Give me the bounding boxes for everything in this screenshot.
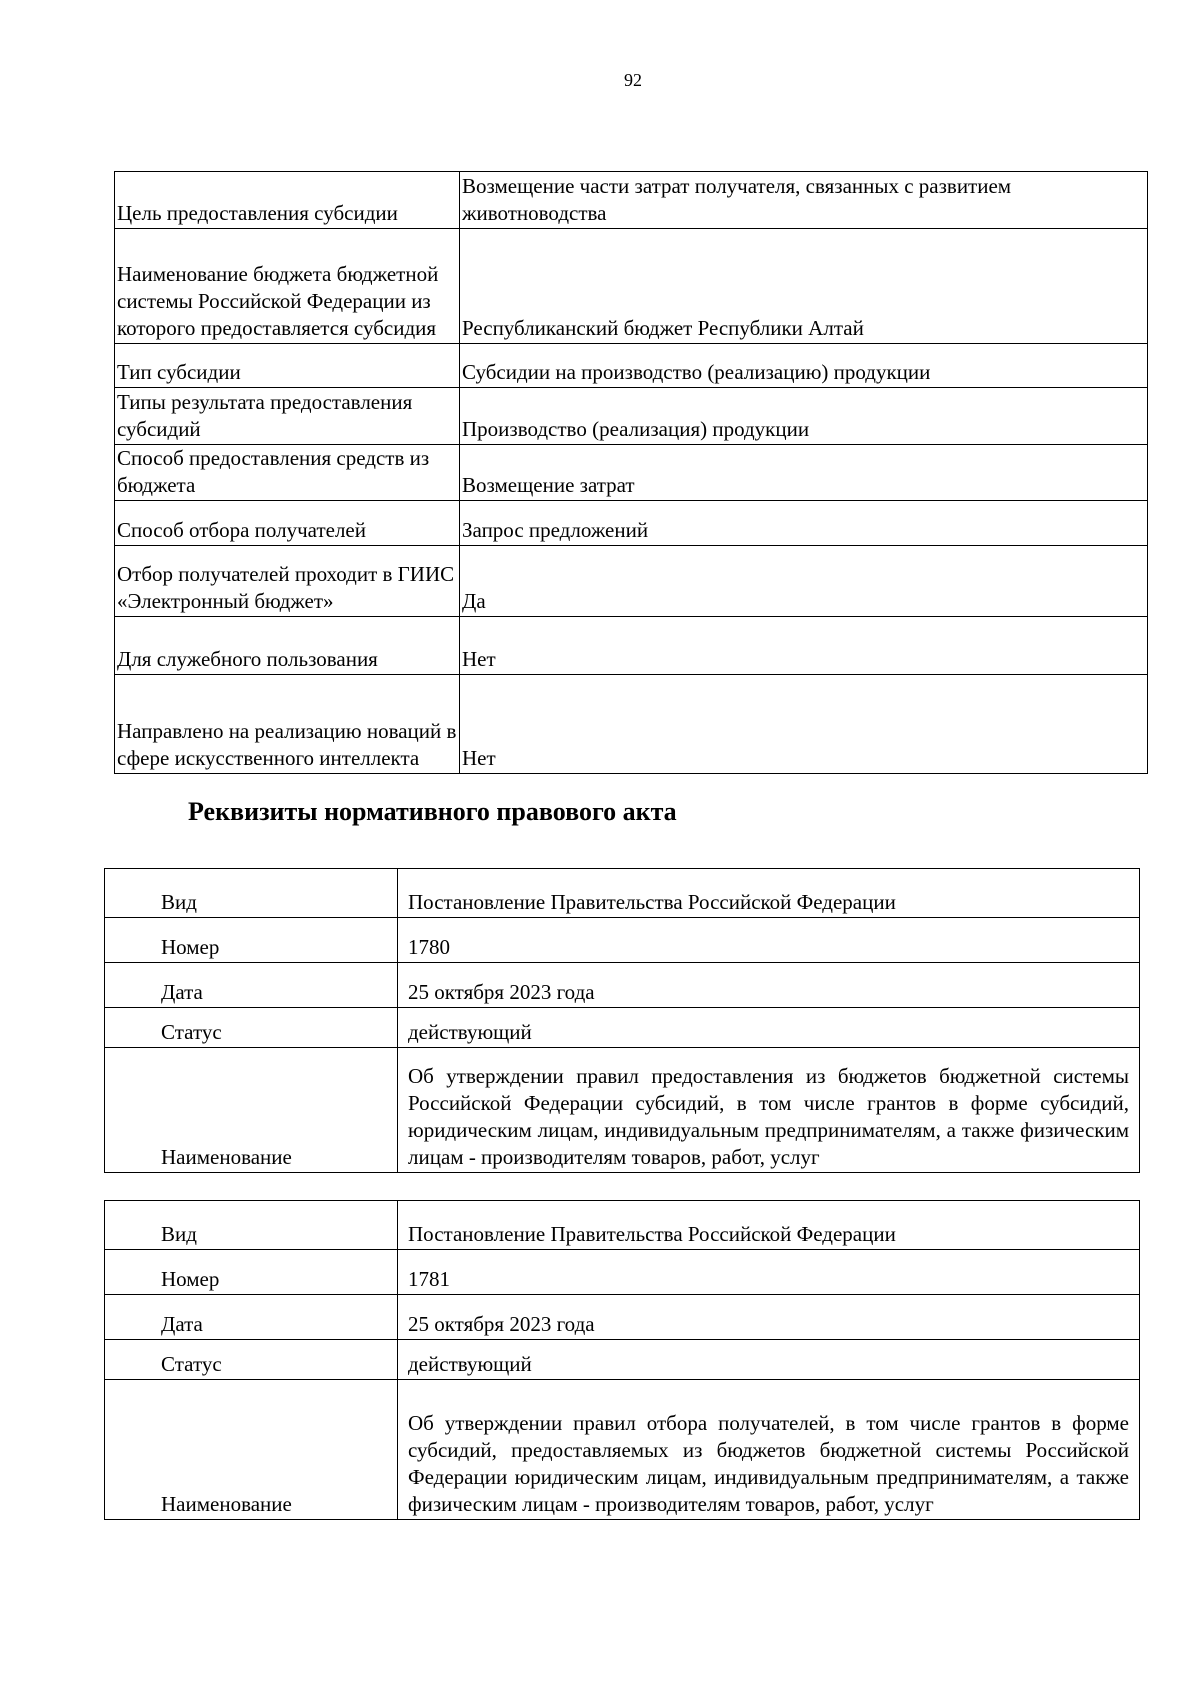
table-row xyxy=(105,1250,1140,1295)
act-status-value: действующий xyxy=(398,1340,1140,1380)
row-value-provision-method: Возмещение затрат xyxy=(460,445,1148,501)
table-row xyxy=(115,388,1148,445)
act-number-label: Номер xyxy=(105,1250,398,1295)
table-row xyxy=(105,1201,1140,1250)
table-row xyxy=(115,445,1148,501)
section-heading: Реквизиты нормативного правового акта xyxy=(188,797,677,826)
table-row xyxy=(115,344,1148,388)
row-label-budget-name: Наименование бюджета бюджетной системы Российской Федерации из которого предоставляется субсидия xyxy=(115,229,460,344)
table-row xyxy=(105,1340,1140,1380)
row-label-purpose: Цель предоставления субсидии xyxy=(115,172,460,229)
legal-act-table xyxy=(104,868,1140,1173)
row-label-official-use: Для служебного пользования xyxy=(115,617,460,675)
row-value-official-use: Нет xyxy=(460,617,1148,675)
table-row xyxy=(105,1008,1140,1048)
table-row xyxy=(115,229,1148,344)
table-row xyxy=(115,172,1148,229)
table-row xyxy=(115,546,1148,617)
act-type-value: Постановление Правительства Российской Федерации xyxy=(398,869,1140,918)
act-number-value: 1780 xyxy=(398,918,1140,963)
table-row xyxy=(105,963,1140,1008)
row-value-budget-name: Республиканский бюджет Республики Алтай xyxy=(460,229,1148,344)
row-value-result-types: Производство (реализация) продукции xyxy=(460,388,1148,445)
subsidy-summary-table xyxy=(114,171,1148,774)
act-status-label: Статус xyxy=(105,1008,398,1048)
act-date-label: Дата xyxy=(105,1295,398,1340)
act-name-value: Об утверждении правил отбора получателей, в том числе грантов в форме субсидий, предоставляемых из бюджетов бюджетной системы Российской Федерации юридическим лицам, индивидуальным предпринимателям, а также физическим лицам - производителям товаров, работ, услуг xyxy=(398,1380,1140,1520)
table-row xyxy=(115,501,1148,546)
act-number-value: 1781 xyxy=(398,1250,1140,1295)
act-number-label: Номер xyxy=(105,918,398,963)
row-value-purpose: Возмещение части затрат получателя, связанных с развитием животноводства xyxy=(460,172,1148,229)
act-type-label: Вид xyxy=(105,1201,398,1250)
row-label-giis-selection: Отбор получателей проходит в ГИИС «Электронный бюджет» xyxy=(115,546,460,617)
row-label-ai-innovation: Направлено на реализацию новаций в сфере искусственного интеллекта xyxy=(115,675,460,774)
row-label-result-types: Типы результата предоставления субсидий xyxy=(115,388,460,445)
act-status-label: Статус xyxy=(105,1340,398,1380)
act-name-label: Наименование xyxy=(105,1380,398,1520)
act-date-label: Дата xyxy=(105,963,398,1008)
table-row xyxy=(105,1295,1140,1340)
table-row xyxy=(105,869,1140,918)
table-row xyxy=(105,918,1140,963)
table-row xyxy=(105,1048,1140,1173)
table-row xyxy=(105,1380,1140,1520)
row-label-subsidy-type: Тип субсидии xyxy=(115,344,460,388)
act-name-label: Наименование xyxy=(105,1048,398,1173)
row-value-ai-innovation: Нет xyxy=(460,675,1148,774)
table-row xyxy=(115,617,1148,675)
row-value-giis-selection: Да xyxy=(460,546,1148,617)
act-type-label: Вид xyxy=(105,869,398,918)
act-status-value: действующий xyxy=(398,1008,1140,1048)
act-date-value: 25 октября 2023 года xyxy=(398,963,1140,1008)
act-type-value: Постановление Правительства Российской Федерации xyxy=(398,1201,1140,1250)
legal-act-table xyxy=(104,1200,1140,1520)
table-row xyxy=(115,675,1148,774)
row-value-subsidy-type: Субсидии на производство (реализацию) продукции xyxy=(460,344,1148,388)
act-date-value: 25 октября 2023 года xyxy=(398,1295,1140,1340)
act-name-value: Об утверждении правил предоставления из бюджетов бюджетной системы Российской Федерации субсидий, в том числе грантов в форме субсидий, юридическим лицам, индивидуальным предпринимателям, а также физическим лицам - производителям товаров, работ, услуг xyxy=(398,1048,1140,1173)
row-label-provision-method: Способ предоставления средств из бюджета xyxy=(115,445,460,501)
row-value-selection-method: Запрос предложений xyxy=(460,501,1148,546)
page-number: 92 xyxy=(624,70,642,90)
row-label-selection-method: Способ отбора получателей xyxy=(115,501,460,546)
